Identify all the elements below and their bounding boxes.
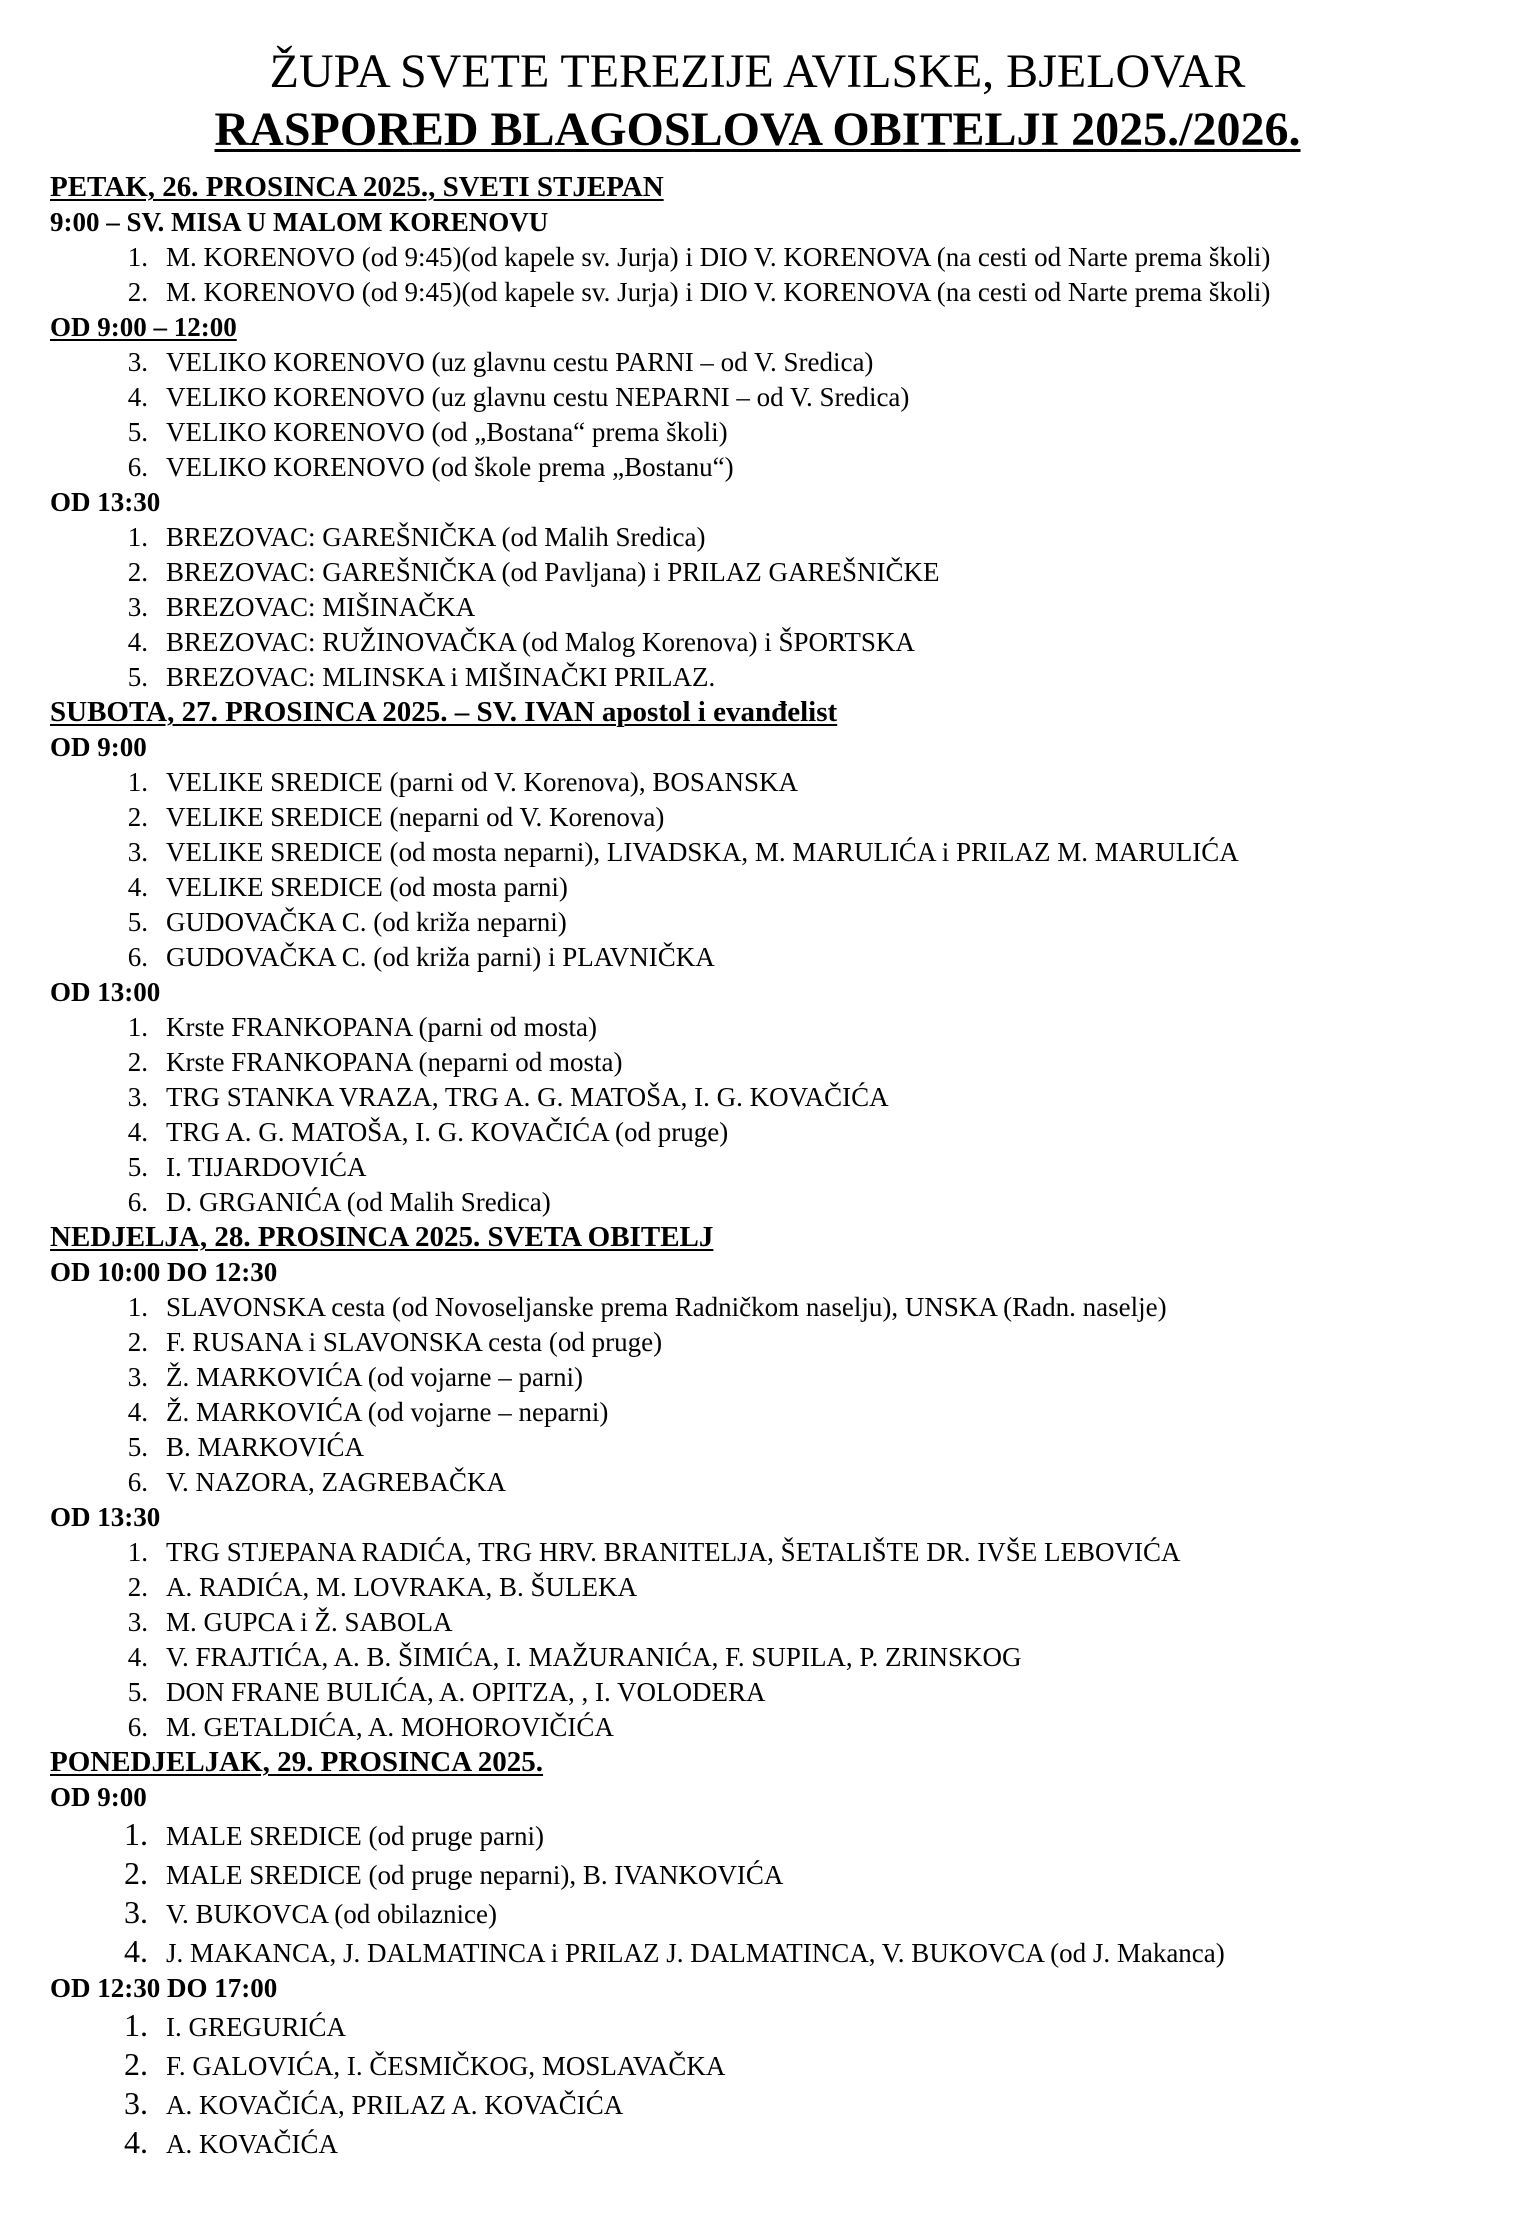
list-item-text: VELIKE SREDICE (od mosta parni) [166, 872, 568, 902]
list-item-text: DON FRANE BULIĆA, A. OPITZA, , I. VOLODERA [166, 1677, 766, 1707]
list-item [50, 1360, 1490, 1395]
list-item [50, 870, 1490, 905]
list-item-number: 1. [127, 1537, 148, 1567]
list-item [50, 2045, 1490, 2084]
list-item-number: 5. [127, 1432, 148, 1462]
list-item-text: F. RUSANA i SLAVONSKA cesta (od pruge) [166, 1327, 663, 1357]
list-item [50, 555, 1490, 590]
list-item-text: GUDOVAČKA C. (od križa parni) i PLAVNIČKA [166, 942, 715, 972]
list-item-number: 3. [127, 1362, 148, 1392]
list-item-number: 5. [127, 417, 148, 447]
list-item-text: SLAVONSKA cesta (od Novoseljanske prema Radničkom naselju), UNSKA (Radn. naselje) [166, 1292, 1167, 1322]
list-item-number: 2. [127, 1047, 148, 1077]
time-slot-heading: OD 13:00 [50, 977, 161, 1007]
list-item-text: BREZOVAC: MIŠINAČKA [166, 592, 476, 622]
day-heading: PETAK, 26. PROSINCA 2025., SVETI STJEPAN [50, 171, 664, 203]
list-item-text: M. GETALDIĆA, A. MOHOROVIČIĆA [166, 1712, 614, 1742]
list-item [50, 1535, 1490, 1570]
list-item-text: BREZOVAC: MLINSKA i MIŠINAČKI PRILAZ. [166, 662, 716, 692]
day-heading: SUBOTA, 27. PROSINCA 2025. – SV. IVAN apostol i evanđelist [50, 696, 838, 728]
day-section [50, 695, 1490, 1220]
time-slot-heading: OD 9:00 – 12:00 [50, 312, 237, 342]
list-item [50, 2123, 1490, 2162]
list-item-text: VELIKO KORENOVO (od škole prema „Bostanu“) [166, 452, 734, 482]
list-item [50, 1815, 1490, 1854]
list-item-number: 4. [127, 1117, 148, 1147]
list-item-number: 1. [124, 1816, 148, 1852]
list-item-text: Ž. MARKOVIĆA (od vojarne – neparni) [166, 1397, 609, 1427]
list-item-number: 5. [127, 1677, 148, 1707]
list-item-number: 4. [127, 627, 148, 657]
list-item-number: 3. [127, 347, 148, 377]
list-item-text: Ž. MARKOVIĆA (od vojarne – parni) [166, 1362, 583, 1392]
list-item-text: BREZOVAC: RUŽINOVAČKA (od Malog Korenova) i ŠPORTSKA [166, 627, 915, 657]
list-item [50, 1854, 1490, 1893]
list-item-text: MALE SREDICE (od pruge parni) [166, 1821, 544, 1851]
time-slot-heading: OD 9:00 [50, 1782, 147, 1812]
day-heading: NEDJELJA, 28. PROSINCA 2025. SVETA OBITELJ [50, 1221, 714, 1253]
list-item-number: 2. [127, 802, 148, 832]
list-item-number: 2. [127, 557, 148, 587]
list-item-number: 3. [127, 1082, 148, 1112]
list-item-text: MALE SREDICE (od pruge neparni), B. IVANKOVIĆA [166, 1860, 784, 1890]
list-item-text: I. GREGURIĆA [166, 2012, 346, 2042]
parish-title: ŽUPA SVETE TEREZIJE AVILSKE, BJELOVAR [269, 45, 1246, 98]
list-item-number: 5. [127, 662, 148, 692]
list-item [50, 1430, 1490, 1465]
schedule-content [50, 170, 1490, 2162]
list-item [50, 1395, 1490, 1430]
list-item-text: VELIKO KORENOVO (uz glavnu cestu PARNI – od V. Sredica) [166, 347, 874, 377]
list-item-text: A. KOVAČIĆA, PRILAZ A. KOVAČIĆA [166, 2090, 624, 2120]
list-item-number: 1. [124, 2007, 148, 2043]
list-item-text: TRG STANKA VRAZA, TRG A. G. MATOŠA, I. G. KOVAČIĆA [166, 1082, 889, 1112]
time-slot-heading: 9:00 – SV. MISA U MALOM KORENOVU [50, 207, 549, 237]
list-item-text: D. GRGANIĆA (od Malih Sredica) [166, 1187, 551, 1217]
list-item [50, 380, 1490, 415]
list-item-text: V. BUKOVCA (od obilaznice) [166, 1899, 497, 1929]
list-item [50, 450, 1490, 485]
list-item-number: 3. [127, 1607, 148, 1637]
list-item [50, 625, 1490, 660]
time-slot-heading: OD 13:30 [50, 487, 161, 517]
list-item [50, 1150, 1490, 1185]
list-item-number: 4. [124, 2124, 148, 2160]
list-item-text: Krste FRANKOPANA (parni od mosta) [166, 1012, 597, 1042]
list-item [50, 1710, 1490, 1745]
day-heading: PONEDJELJAK, 29. PROSINCA 2025. [50, 1746, 544, 1778]
list-item-text: M. KORENOVO (od 9:45)(od kapele sv. Jurja) i DIO V. KORENOVA (na cesti od Narte prema školi) [166, 277, 1271, 307]
list-item-text: BREZOVAC: GAREŠNIČKA (od Malih Sredica) [166, 522, 706, 552]
list-item-number: 6. [127, 942, 148, 972]
list-item-number: 3. [127, 592, 148, 622]
list-item-text: B. MARKOVIĆA [166, 1432, 365, 1462]
list-item-text: VELIKO KORENOVO (od „Bostana“ prema školi) [166, 417, 728, 447]
list-item-number: 2. [127, 1572, 148, 1602]
list-item-number: 2. [127, 1327, 148, 1357]
time-slot-heading: OD 12:30 DO 17:00 [50, 1973, 278, 2003]
list-item [50, 2084, 1490, 2123]
list-item-number: 5. [127, 907, 148, 937]
list-item [50, 905, 1490, 940]
list-item-text: M. KORENOVO (od 9:45)(od kapele sv. Jurja) i DIO V. KORENOVA (na cesti od Narte prema školi) [166, 242, 1271, 272]
list-item [50, 1010, 1490, 1045]
list-item-number: 1. [127, 522, 148, 552]
list-item-text: I. TIJARDOVIĆA [166, 1152, 367, 1182]
list-item [50, 1675, 1490, 1710]
list-item [50, 1893, 1490, 1932]
list-item-text: VELIKE SREDICE (parni od V. Korenova), BOSANSKA [166, 767, 798, 797]
list-item-number: 6. [127, 1467, 148, 1497]
list-item-text: Krste FRANKOPANA (neparni od mosta) [166, 1047, 623, 1077]
time-slot-heading: OD 9:00 [50, 732, 147, 762]
list-item [50, 1185, 1490, 1220]
list-item [50, 590, 1490, 625]
day-section [50, 1745, 1490, 2162]
list-item-number: 6. [127, 1712, 148, 1742]
list-item-text: M. GUPCA i Ž. SABOLA [166, 1607, 453, 1637]
list-item-number: 4. [127, 382, 148, 412]
list-item-text: VELIKO KORENOVO (uz glavnu cestu NEPARNI – od V. Sredica) [166, 382, 910, 412]
list-item-text: F. GALOVIĆA, I. ČESMIČKOG, MOSLAVAČKA [166, 2051, 726, 2081]
list-item-text: A. RADIĆA, M. LOVRAKA, B. ŠULEKA [166, 1572, 638, 1602]
list-item [50, 765, 1490, 800]
list-item-text: VELIKE SREDICE (od mosta neparni), LIVADSKA, M. MARULIĆA i PRILAZ M. MARULIĆA [166, 837, 1239, 867]
list-item [50, 1465, 1490, 1500]
list-item [50, 275, 1490, 310]
list-item [50, 345, 1490, 380]
list-item [50, 415, 1490, 450]
list-item [50, 1605, 1490, 1640]
list-item-number: 6. [127, 1187, 148, 1217]
list-item [50, 1045, 1490, 1080]
list-item-number: 3. [124, 2085, 148, 2121]
list-item-number: 4. [127, 1642, 148, 1672]
list-item [50, 2006, 1490, 2045]
list-item [50, 660, 1490, 695]
list-item-number: 2. [124, 1855, 148, 1891]
list-item-text: TRG STJEPANA RADIĆA, TRG HRV. BRANITELJA, ŠETALIŠTE DR. IVŠE LEBOVIĆA [166, 1537, 1181, 1567]
list-item [50, 1325, 1490, 1360]
list-item [50, 1932, 1490, 1971]
time-slot-heading: OD 10:00 DO 12:30 [50, 1257, 278, 1287]
list-item [50, 1290, 1490, 1325]
list-item-text: A. KOVAČIĆA [166, 2129, 339, 2159]
list-item-text: VELIKE SREDICE (neparni od V. Korenova) [166, 802, 665, 832]
list-item-number: 4. [127, 1397, 148, 1427]
list-item-text: GUDOVAČKA C. (od križa neparni) [166, 907, 567, 937]
list-item [50, 940, 1490, 975]
list-item-text: BREZOVAC: GAREŠNIČKA (od Pavljana) i PRILAZ GAREŠNIČKE [166, 557, 940, 587]
list-item [50, 835, 1490, 870]
list-item-number: 3. [124, 1894, 148, 1930]
list-item [50, 1570, 1490, 1605]
list-item-number: 2. [124, 2046, 148, 2082]
list-item-number: 1. [127, 1292, 148, 1322]
list-item [50, 800, 1490, 835]
list-item [50, 240, 1490, 275]
list-item-text: J. MAKANCA, J. DALMATINCA i PRILAZ J. DALMATINCA, V. BUKOVCA (od J. Makanca) [166, 1938, 1225, 1968]
list-item-number: 4. [124, 1933, 148, 1969]
list-item-number: 1. [127, 767, 148, 797]
list-item [50, 520, 1490, 555]
list-item-text: TRG A. G. MATOŠA, I. G. KOVAČIĆA (od pruge) [166, 1117, 729, 1147]
list-item-number: 4. [127, 872, 148, 902]
list-item [50, 1115, 1490, 1150]
list-item [50, 1080, 1490, 1115]
list-item-number: 1. [127, 242, 148, 272]
list-item-number: 6. [127, 452, 148, 482]
schedule-title: RASPORED BLAGOSLOVA OBITELJI 2025./2026. [214, 103, 1301, 156]
list-item-text: V. NAZORA, ZAGREBAČKA [166, 1467, 507, 1497]
day-section [50, 170, 1490, 695]
list-item-number: 3. [127, 837, 148, 867]
list-item-number: 5. [127, 1152, 148, 1182]
list-item-number: 1. [127, 1012, 148, 1042]
list-item [50, 1640, 1490, 1675]
list-item-number: 2. [127, 277, 148, 307]
list-item-text: V. FRAJTIĆA, A. B. ŠIMIĆA, I. MAŽURANIĆA, F. SUPILA, P. ZRINSKOG [166, 1642, 1022, 1672]
time-slot-heading: OD 13:30 [50, 1502, 161, 1532]
day-section [50, 1220, 1490, 1745]
